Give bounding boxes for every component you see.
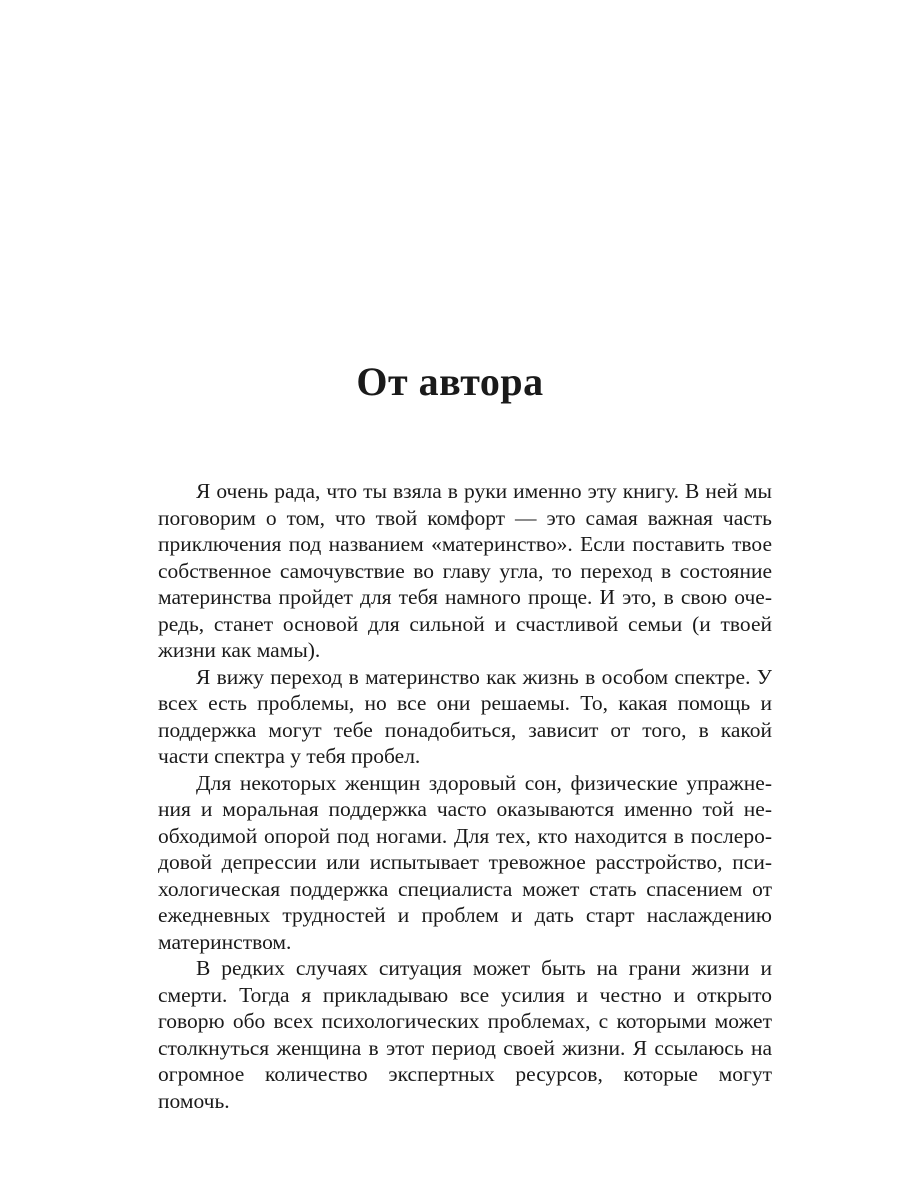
- chapter-body: [158, 478, 772, 1114]
- chapter-title: От автора: [356, 359, 544, 404]
- paragraph-3: Для некоторых женщин здоровый сон, физические упражнения и моральная поддержка часто оказываются именно той необходимой опорой под ногами. Для тех, кто находится в послеродовой депрессии или испытывает тревожное расстройство, психологическая поддержка специалиста может стать спасением от ежедневных трудностей и проблем и дать старт наслаждению материнством.: [158, 770, 772, 954]
- paragraph-1: Я очень рада, что ты взяла в руки именно эту книгу. В ней мы поговорим о том, что твой комфорт — это самая важная часть приключения под названием «материнство». Если поставить твое собственное самочувствие во главу угла, то переход в состояние материнства пройдет для тебя намного проще. И это, в свою очередь, станет основой для сильной и счастливой семьи (и твоей жизни как мамы).: [158, 479, 772, 662]
- paragraph-2: Я вижу переход в материнство как жизнь в особом спектре. У всех есть проблемы, но все они решаемы. То, какая помощь и поддержка могут тебе понадобиться, зависит от того, в какой части спектра у тебя пробел.: [158, 664, 772, 768]
- paragraph-4: В редких случаях ситуация может быть на грани жизни и смерти. Тогда я прикладываю все усилия и честно и открыто говорю обо всех психологических проблемах, с которыми может столкнуться женщина в этот период своей жизни. Я ссылаюсь на огромное количество экспертных ресурсов, которые могут помочь.: [158, 956, 772, 1113]
